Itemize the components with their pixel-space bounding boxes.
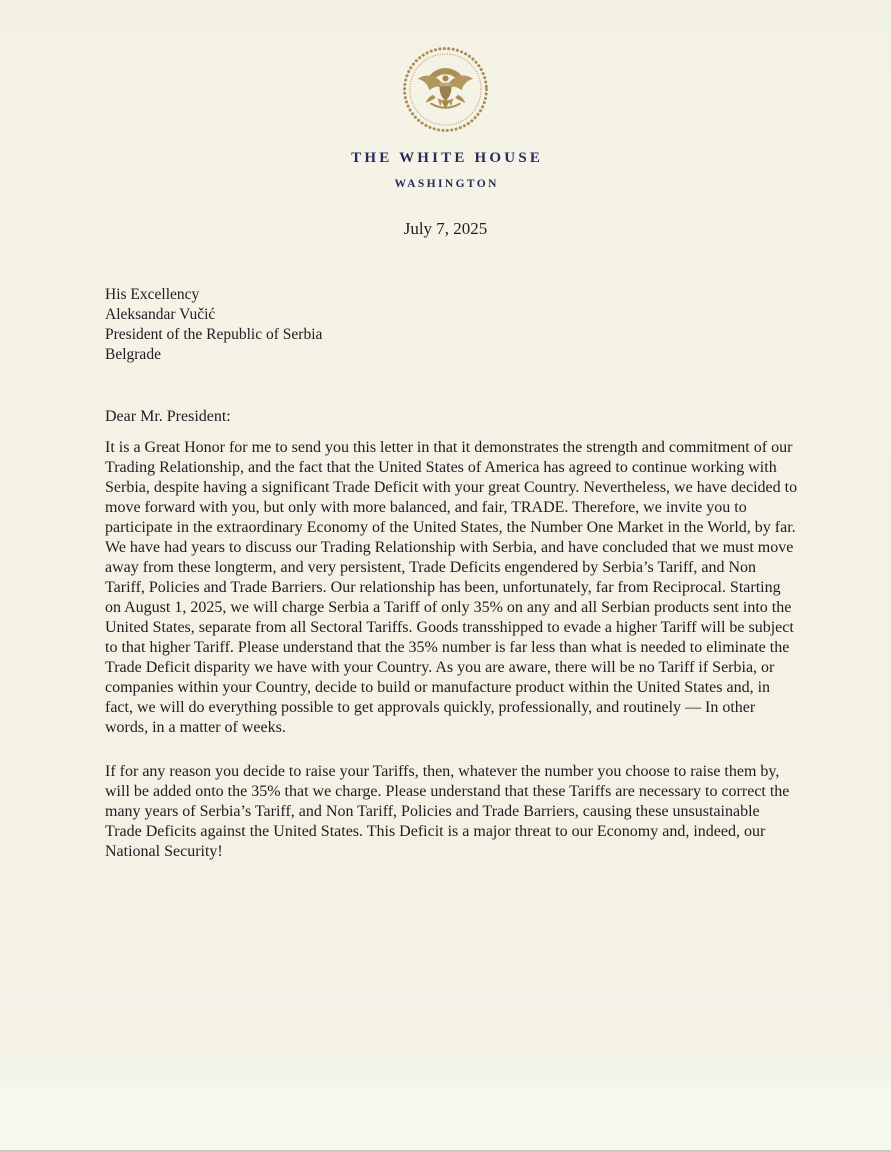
salutation: Dear Mr. President: — [105, 408, 231, 425]
recipient-line-city: Belgrade — [105, 346, 161, 363]
date-line: July 7, 2025 — [403, 219, 488, 238]
letterhead-organization: THE WHITE HOUSE — [351, 150, 544, 166]
letter-body — [105, 438, 799, 862]
body-paragraph-2: If for any reason you decide to raise your Tariffs, then, whatever the number you choose to raise them by, will be added onto the 35% that we charge. Please understand that these Tariffs are necessary to correct the many years of Serbia’s Tariff, and Non Tariff, Policies and Trade Barriers, causing these unsustainable Trade Deficits against the United States. This Deficit is a major threat to our Economy and, indeed, our National Security! — [105, 763, 790, 860]
body-paragraph-1: It is a Great Honor for me to send you this letter in that it demonstrates the strength and commitment of our Trading Relationship, and the fact that the United States of America has agreed to continue working with Serbia, despite having a significant Trade Deficit with your great Country. Nevertheless, we have decided to move forward with you, but only with more balanced, and fair, TRADE. Therefore, we invite you to participate in the extraordinary Economy of the United States, the Number One Market in the World, by far. We have had years to discuss our Trading Relationship with Serbia, and have concluded that we must move away from these longterm, and very persistent, Trade Deficits engendered by Serbia’s Tariff, and Non Tariff, Policies and Trade Barriers. Our relationship has been, unfortunately, far from Reciprocal. Starting on August 1, 2025, we will charge Serbia a Tariff of only 35% on any and all Serbian products sent into the United States, separate from all Sectoral Tariffs. Goods transshipped to evade a higher Tariff will be subject to that higher Tariff. Please understand that the 35% number is far less than what is needed to eliminate the Trade Deficit disparity we have with your Country. As you are aware, there will be no Tariff if Serbia, or companies within your Country, decide to build or manufacture product within the United States and, in fact, we will do everything possible to get approvals quickly, professionally, and routinely — In other words, in a matter of weeks. — [105, 439, 798, 736]
recipient-line-name: Aleksandar Vučić — [105, 306, 216, 323]
presidential-seal-icon — [401, 45, 490, 134]
letterhead-location: WASHINGTON — [394, 178, 499, 190]
recipient-line-honorific: His Excellency — [105, 286, 200, 303]
recipient-address-block — [105, 285, 322, 365]
recipient-line-title: President of the Republic of Serbia — [105, 326, 323, 343]
